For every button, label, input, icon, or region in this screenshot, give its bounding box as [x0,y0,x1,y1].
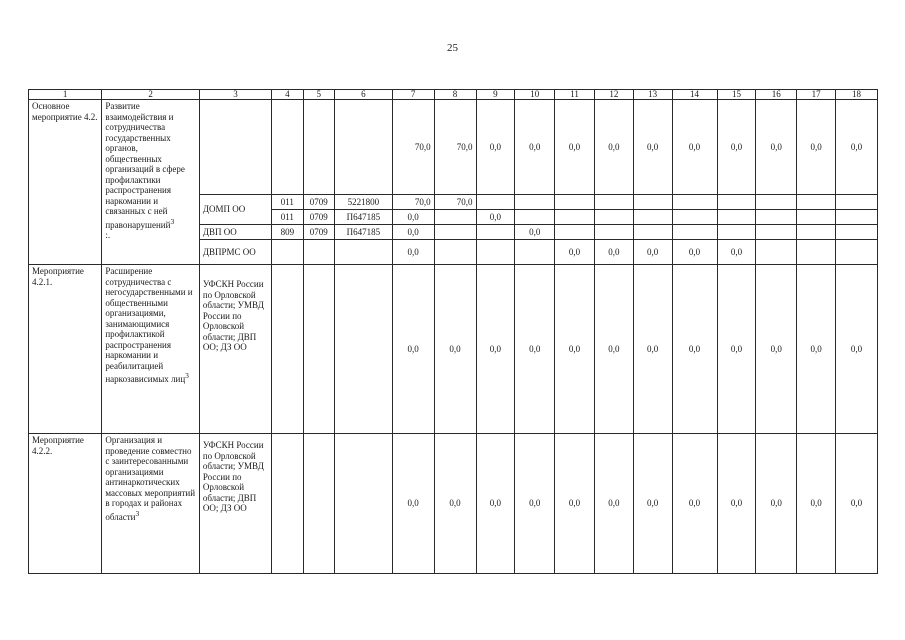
measure-row [29,434,878,574]
col-header: 16 [756,90,797,100]
value-cell: 0,0 [434,265,476,434]
code-cell [335,100,393,195]
col-header: 8 [434,90,476,100]
executor-cell: ДОМП ОО [199,195,271,225]
value-cell: 70,0 [392,100,434,195]
executor-cell: ДВПРМС ОО [199,240,271,265]
value-cell: 0,0 [672,434,717,574]
value-cell: 0,0 [717,100,756,195]
executor-cell [199,100,271,195]
activity-name [102,434,199,574]
activity-name [102,265,199,434]
col-header: 14 [672,90,717,100]
col-header: 13 [633,90,672,100]
value-cell: 0,0 [633,100,672,195]
footnote-mark: 3 [170,216,175,226]
value-cell: 0,0 [836,100,878,195]
value-cell: 0,0 [392,265,434,434]
col-header: 9 [476,90,515,100]
value-cell: 70,0 [392,195,434,210]
col-header: 2 [102,90,199,100]
code-cell: 0709 [303,195,334,210]
value-cell: 70,0 [434,195,476,210]
value-cell: 0,0 [836,265,878,434]
value-cell: 0,0 [672,240,717,265]
value-cell: 0,0 [633,265,672,434]
value-cell: 0,0 [476,210,515,225]
activity-name [102,100,199,265]
activity-number: Основное мероприятие 4.2. [29,100,102,265]
col-header: 3 [199,90,271,100]
value-cell: 0,0 [555,240,595,265]
code-cell: 0709 [303,210,334,225]
col-header: 15 [717,90,756,100]
code-cell: 5221800 [335,195,393,210]
code-cell: 011 [272,210,303,225]
col-header: 6 [335,90,393,100]
code-cell: П647185 [335,210,393,225]
col-header: 11 [555,90,595,100]
value-cell: 0,0 [392,240,434,265]
col-header: 17 [797,90,836,100]
value-cell: 0,0 [515,265,555,434]
program-table [28,89,878,574]
value-cell: 0,0 [476,434,515,574]
value-cell: 0,0 [594,100,633,195]
value-cell: 70,0 [434,100,476,195]
value-cell: 0,0 [515,434,555,574]
header-row [29,90,878,100]
code-cell: 809 [272,225,303,240]
activity-number: Мероприятие 4.2.1. [29,265,102,434]
executor-cell: УФСКН России по Орловской области; УМВД России по Орловской области; ДВП ОО; ДЗ ОО [199,434,271,574]
value-cell: 0,0 [797,434,836,574]
activity-number: Мероприятие 4.2.2. [29,434,102,574]
value-cell: 0,0 [633,240,672,265]
value-cell: 0,0 [392,225,434,240]
value-cell: 0,0 [797,100,836,195]
value-cell: 0,0 [672,265,717,434]
measure-row [29,265,878,434]
executor-cell: УФСКН России по Орловской области; УМВД России по Орловской области; ДВП ОО; ДЗ ОО [199,265,271,434]
activity-name-text: Организация и проведение совместно с заинтересованными организациями антинаркотических массовых мероприятий в городах и районах области [105,435,196,522]
value-cell: 0,0 [555,434,595,574]
main-activity-row [29,100,878,195]
value-cell: 0,0 [392,434,434,574]
value-cell: 0,0 [797,265,836,434]
footnote-mark: 3 [185,371,189,380]
value-cell: 0,0 [717,434,756,574]
value-cell: 0,0 [594,265,633,434]
stray-mark: :. [105,230,111,240]
activity-name-text: Расширение сотрудничества с негосударственными и общественными организациями, занимающимися профилактикой распространения наркомании и реабилитацией наркозависимых лиц [105,266,193,384]
value-cell: 0,0 [476,100,515,195]
value-cell: 0,0 [633,434,672,574]
value-cell: 0,0 [717,265,756,434]
value-cell: 0,0 [594,434,633,574]
code-cell: П647185 [335,225,393,240]
value-cell: 0,0 [555,265,595,434]
col-header: 10 [515,90,555,100]
value-cell: 0,0 [756,434,797,574]
value-cell: 0,0 [392,210,434,225]
activity-name-text: Развитие взаимодействия и сотрудничества государственных органов, общественных организаций в сфере профилактики распространения наркомании и связанных с ней правонарушений [105,101,185,230]
col-header: 5 [303,90,334,100]
value-cell: 0,0 [434,434,476,574]
value-cell: 0,0 [594,240,633,265]
value-cell: 0,0 [555,100,595,195]
value-cell: 0,0 [756,100,797,195]
col-header: 7 [392,90,434,100]
footnote-mark: 3 [135,508,140,518]
page-number: 25 [447,42,458,54]
value-cell: 0,0 [515,225,555,240]
value-cell: 0,0 [756,265,797,434]
code-cell: 011 [272,195,303,210]
executor-cell: ДВП ОО [199,225,271,240]
value-cell: 0,0 [836,434,878,574]
code-cell [272,100,303,195]
value-cell: 0,0 [515,100,555,195]
col-header: 18 [836,90,878,100]
value-cell: 0,0 [717,240,756,265]
code-cell [303,100,334,195]
col-header: 4 [272,90,303,100]
value-cell: 0,0 [672,100,717,195]
col-header: 1 [29,90,102,100]
col-header: 12 [594,90,633,100]
code-cell: 0709 [303,225,334,240]
value-cell: 0,0 [476,265,515,434]
